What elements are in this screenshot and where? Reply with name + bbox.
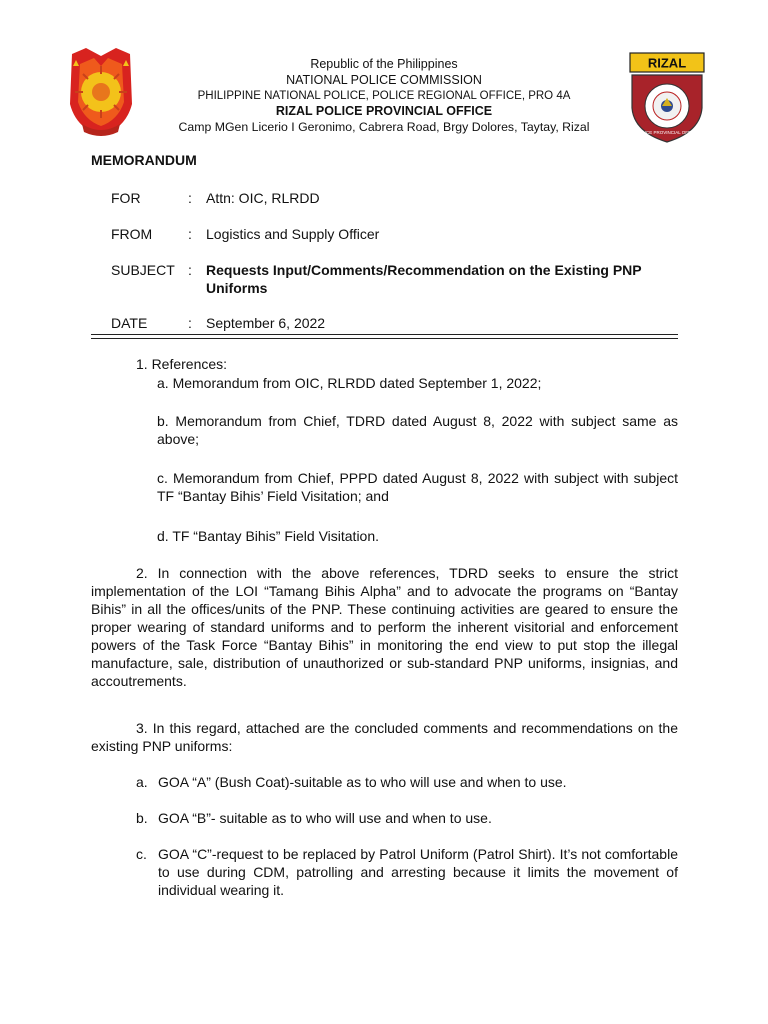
for-value: Attn: OIC, RLRDD <box>206 190 320 206</box>
for-colon: : <box>188 190 192 206</box>
from-colon: : <box>188 226 192 242</box>
item-a-label: a. <box>136 774 148 790</box>
reference-b: b. Memorandum from Chief, TDRD dated August 8, 2022 with subject same as above; <box>157 413 678 447</box>
header-napolcom: NATIONAL POLICE COMMISSION <box>286 73 482 87</box>
paragraph-3: 3. In this regard, attached are the concluded comments and recommendations on the existing PNP uniforms: <box>91 720 678 754</box>
header-republic: Republic of the Philippines <box>310 57 458 71</box>
for-label: FOR <box>111 190 141 206</box>
item-a: GOA “A” (Bush Coat)-suitable as to who will use and when to use. <box>158 774 567 790</box>
reference-a: a. Memorandum from OIC, RLRDD dated September 1, 2022; <box>157 375 542 391</box>
from-value: Logistics and Supply Officer <box>206 226 380 242</box>
item-c-label: c. <box>136 846 147 862</box>
svg-text:POLICE PROVINCIAL OFFICE: POLICE PROVINCIAL OFFICE <box>635 130 699 135</box>
reference-d: d. TF “Bantay Bihis” Field Visitation. <box>157 528 380 544</box>
date-value: September 6, 2022 <box>206 315 326 331</box>
header-divider-top <box>91 334 678 335</box>
item-c: GOA “C”-request to be replaced by Patrol Uniform (Patrol Shirt). It’s not comfortable to use during CDM, patrolling and arresting because it limits the movement of individual wearing it. <box>158 846 678 898</box>
philippine-seal-logo <box>66 44 136 140</box>
subject-label: SUBJECT <box>111 262 175 278</box>
subject-value-line2: Uniforms <box>206 280 268 296</box>
item-b: GOA “B”- suitable as to who will use and when to use. <box>158 810 492 826</box>
from-label: FROM <box>111 226 153 242</box>
header-address: Camp MGen Licerio I Geronimo, Cabrera Road, Brgy Dolores, Taytay, Rizal <box>178 120 590 134</box>
date-colon: : <box>188 315 192 331</box>
header-pnp-region: PHILIPPINE NATIONAL POLICE, POLICE REGIONAL OFFICE, PRO 4A <box>197 90 571 102</box>
date-label: DATE <box>111 315 148 331</box>
references-heading: 1. References: <box>136 356 228 372</box>
paragraph-2: 2. In connection with the above references, TDRD seeks to ensure the strict implementation of the LOI “Tamang Bihis Alpha” and to advocate the programs on “Bantay Bihis” in all the offices/units of the PNP. These continuing activities are geared to ensure the proper wearing of standard uniforms and to perform the inherent visitorial and enforcement powers of the Task Force “Bantay Bihis” in monitoring the end view to put stop the illegal manufacture, sale, distribution of unauthorized or sub-standard PNP uniforms, insignias, and accoutrements. <box>91 565 678 689</box>
header-divider-bottom <box>91 338 678 339</box>
rizal-ppo-seal-logo <box>628 50 706 144</box>
subject-value-line1: Requests Input/Comments/Recommendation on the Existing PNP <box>206 262 642 278</box>
memo-title: MEMORANDUM <box>91 152 197 168</box>
item-b-label: b. <box>136 810 148 826</box>
subject-colon: : <box>188 262 192 278</box>
reference-c: c. Memorandum from Chief, PPPD dated August 8, 2022 with subject with subject TF “Bantay Bihis’ Field Visitation; and <box>157 470 678 504</box>
header-office-name: RIZAL POLICE PROVINCIAL OFFICE <box>275 104 493 118</box>
svg-text:RIZAL: RIZAL <box>647 55 687 71</box>
